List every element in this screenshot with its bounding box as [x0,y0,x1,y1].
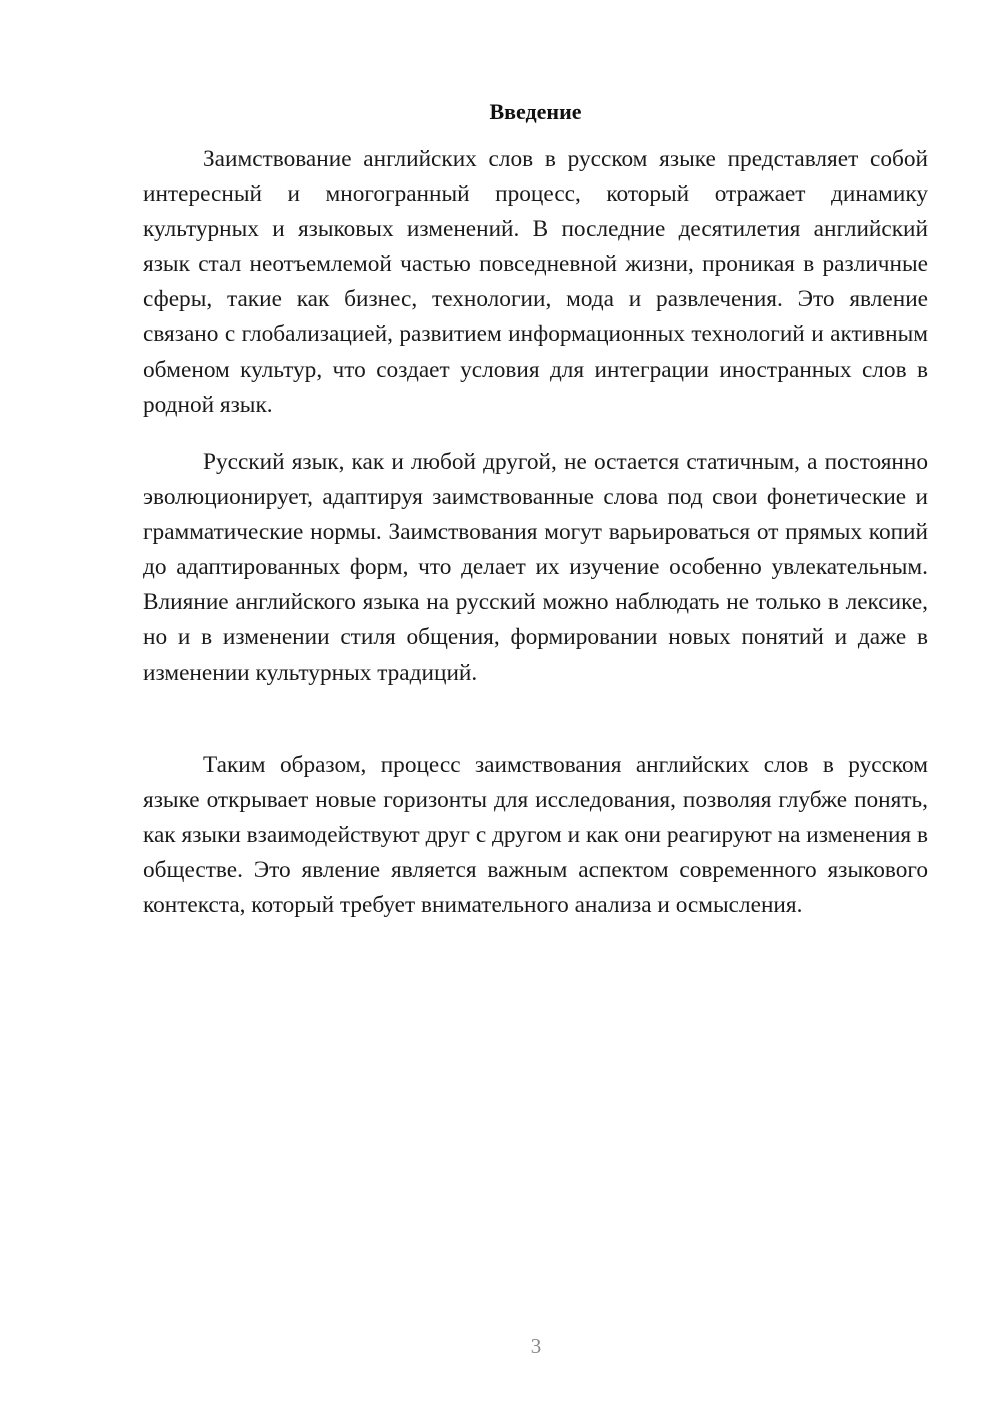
page-number: 3 [530,1334,542,1358]
paragraph-3: Таким образом, процесс заимствования английских слов в русском языке открывает новые горизонты для исследования, позволяя глубже понять, как языки взаимодействуют друг с другом и как они реагируют на изменения в обществе. Это явление является важным аспектом современного языкового контекста, который требует внимательного анализа и осмысления. [143,752,928,919]
page-title: Введение [489,99,582,124]
paragraph-2: Русский язык, как и любой другой, не остается статичным, а постоянно эволюционирует, адаптируя заимствованные слова под свои фонетические и грамматические нормы. Заимствования могут варьироваться от прямых копий до адаптированных форм, что делает их изучение особенно увлекательным. Влияние английского языка на русский можно наблюдать не только в лексике, но и в изменении стиля общения, формировании новых понятий и даже в изменении культурных традиций. [143,449,928,686]
paragraph-1: Заимствование английских слов в русском языке представляет собой интересный и многогранный процесс, который отражает динамику культурных и языковых изменений. В последние десятилетия английский язык стал неотъемлемой частью повседневной жизни, проникая в различные сферы, такие как бизнес, технологии, мода и развлечения. Это явление связано с глобализацией, развитием информационных технологий и активным обменом культур, что создает условия для интеграции иностранных слов в родной язык. [143,146,928,418]
